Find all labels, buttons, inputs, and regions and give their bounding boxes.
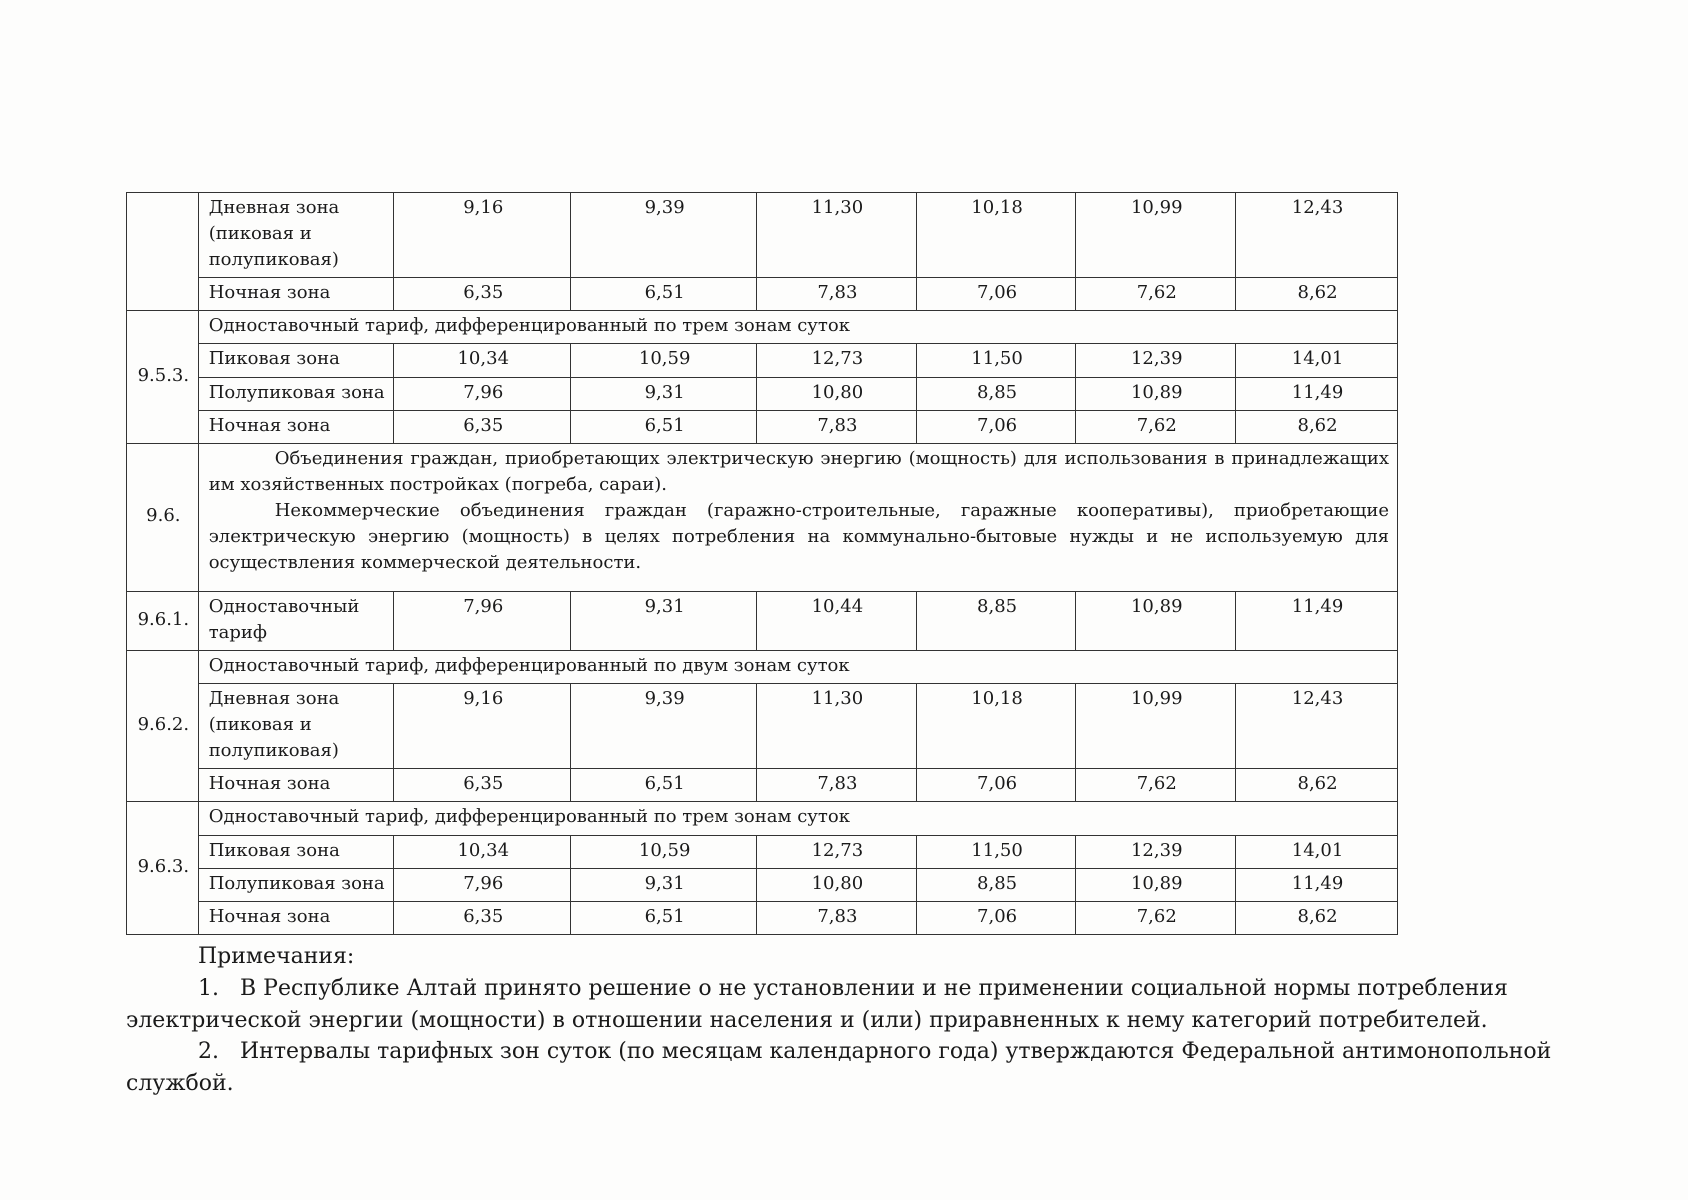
table-row xyxy=(127,377,1398,410)
row-number-cell: 9.6.2. xyxy=(127,650,199,801)
category-description xyxy=(198,443,1397,591)
row-number-cell: 9.6. xyxy=(127,443,199,591)
zone-label: Дневная зона (пиковая и полупиковая) xyxy=(198,684,394,769)
tariff-value: 6,51 xyxy=(571,769,757,802)
table-row xyxy=(127,769,1398,802)
row-number-cell: 9.5.3. xyxy=(127,311,199,443)
tariff-value: 9,31 xyxy=(571,591,757,650)
tariff-value: 10,34 xyxy=(394,344,571,377)
table-row xyxy=(127,901,1398,934)
tariff-value: 10,59 xyxy=(571,344,757,377)
tariff-value: 11,49 xyxy=(1236,868,1398,901)
tariff-value: 12,73 xyxy=(757,344,917,377)
table-row xyxy=(127,344,1398,377)
tariff-value: 6,35 xyxy=(394,769,571,802)
tariff-value: 6,35 xyxy=(394,278,571,311)
tariff-value: 8,62 xyxy=(1236,410,1398,443)
tariff-value: 10,89 xyxy=(1076,591,1236,650)
note-text: В Республике Алтай принято решение о не установлении и не применении социальной нормы потребления электрической энергии (мощности) в отношении населения и (или) приравненных к нему категорий потребителей. xyxy=(126,975,1508,1033)
tariff-value: 8,85 xyxy=(916,868,1076,901)
tariff-value: 10,99 xyxy=(1076,193,1236,278)
table-row xyxy=(127,802,1398,835)
tariff-value: 6,51 xyxy=(571,410,757,443)
table-row xyxy=(127,311,1398,344)
tariff-value: 10,99 xyxy=(1076,684,1236,769)
tariff-value: 9,39 xyxy=(571,684,757,769)
tariff-value: 6,35 xyxy=(394,410,571,443)
tariff-value: 10,18 xyxy=(916,193,1076,278)
table-row xyxy=(127,278,1398,311)
tariff-value: 7,62 xyxy=(1076,278,1236,311)
tariff-type-header: Одноставочный тариф, дифференцированный по двум зонам суток xyxy=(198,650,1397,683)
tariff-value: 8,85 xyxy=(916,377,1076,410)
tariff-value: 10,59 xyxy=(571,835,757,868)
zone-label: Полупиковая зона xyxy=(198,868,394,901)
tariff-value: 7,83 xyxy=(757,410,917,443)
tariff-value: 12,73 xyxy=(757,835,917,868)
tariff-value: 9,31 xyxy=(571,868,757,901)
tariff-value: 6,51 xyxy=(571,901,757,934)
note-text: Интервалы тарифных зон суток (по месяцам календарного года) утверждаются Федеральной антимонопольной службой. xyxy=(126,1039,1552,1097)
tariff-value: 7,06 xyxy=(916,410,1076,443)
tariff-type-header: Одноставочный тариф, дифференцированный по трем зонам суток xyxy=(198,802,1397,835)
tariff-value: 10,80 xyxy=(757,377,917,410)
tariff-value: 14,01 xyxy=(1236,344,1398,377)
tariff-value: 7,96 xyxy=(394,868,571,901)
tariff-value: 11,49 xyxy=(1236,377,1398,410)
tariff-value: 8,62 xyxy=(1236,278,1398,311)
tariff-value: 10,18 xyxy=(916,684,1076,769)
zone-label: Ночная зона xyxy=(198,901,394,934)
note-number: 1. xyxy=(198,975,219,1001)
table-row xyxy=(127,193,1398,278)
note-item xyxy=(126,973,1588,1037)
tariff-value: 11,49 xyxy=(1236,591,1398,650)
zone-label: Пиковая зона xyxy=(198,835,394,868)
tariff-value: 7,06 xyxy=(916,769,1076,802)
tariff-value: 11,30 xyxy=(757,684,917,769)
table-row xyxy=(127,835,1398,868)
tariff-value: 7,83 xyxy=(757,901,917,934)
tariff-value: 12,43 xyxy=(1236,193,1398,278)
tariff-value: 9,31 xyxy=(571,377,757,410)
row-number-cell xyxy=(127,193,199,311)
row-number-cell: 9.6.1. xyxy=(127,591,199,650)
zone-label: Одноставочный тариф xyxy=(198,591,394,650)
category-paragraph: Некоммерческие объединения граждан (гаражно-строительные, гаражные кооперативы), приобретающие электрическую энергию (мощность) в целях потребления на коммунально-бытовые нужды и не используемую для осуществления коммерческой деятельности. xyxy=(208,499,1389,574)
zone-label: Ночная зона xyxy=(198,769,394,802)
note-item xyxy=(126,1036,1588,1100)
tariff-value: 11,50 xyxy=(916,835,1076,868)
tariff-value: 7,62 xyxy=(1076,769,1236,802)
tariff-value: 11,50 xyxy=(916,344,1076,377)
tariff-value: 7,62 xyxy=(1076,901,1236,934)
tariff-value: 12,39 xyxy=(1076,344,1236,377)
tariff-value: 11,30 xyxy=(757,193,917,278)
tariff-value: 10,89 xyxy=(1076,868,1236,901)
table-row xyxy=(127,443,1398,591)
row-number-cell: 9.6.3. xyxy=(127,802,199,934)
tariff-value: 6,51 xyxy=(571,278,757,311)
tariff-value: 7,96 xyxy=(394,377,571,410)
notes-title: Примечания: xyxy=(198,943,355,969)
note-number: 2. xyxy=(198,1039,219,1065)
table-row xyxy=(127,868,1398,901)
notes-section xyxy=(126,941,1588,1100)
tariff-type-header: Одноставочный тариф, дифференцированный по трем зонам суток xyxy=(198,311,1397,344)
tariff-value: 9,16 xyxy=(394,684,571,769)
tariff-value: 9,39 xyxy=(571,193,757,278)
tariff-value: 7,96 xyxy=(394,591,571,650)
tariff-value: 8,85 xyxy=(916,591,1076,650)
tariff-value: 6,35 xyxy=(394,901,571,934)
tariff-value: 9,16 xyxy=(394,193,571,278)
document-page xyxy=(126,192,1586,1100)
zone-label: Полупиковая зона xyxy=(198,377,394,410)
tariff-value: 8,62 xyxy=(1236,901,1398,934)
tariff-value: 7,06 xyxy=(916,901,1076,934)
table-row xyxy=(127,684,1398,769)
tariff-value: 7,83 xyxy=(757,769,917,802)
tariff-value: 10,89 xyxy=(1076,377,1236,410)
table-row xyxy=(127,591,1398,650)
tariff-value: 7,06 xyxy=(916,278,1076,311)
zone-label: Дневная зона (пиковая и полупиковая) xyxy=(198,193,394,278)
tariff-value: 14,01 xyxy=(1236,835,1398,868)
tariff-table xyxy=(126,192,1398,935)
category-paragraph: Объединения граждан, приобретающих электрическую энергию (мощность) для использования в принадлежащих им хозяйственных постройках (погреба, сараи). xyxy=(208,447,1389,495)
zone-label: Пиковая зона xyxy=(198,344,394,377)
tariff-value: 12,43 xyxy=(1236,684,1398,769)
zone-label: Ночная зона xyxy=(198,278,394,311)
tariff-value: 8,62 xyxy=(1236,769,1398,802)
tariff-value: 10,44 xyxy=(757,591,917,650)
tariff-value: 10,34 xyxy=(394,835,571,868)
tariff-value: 10,80 xyxy=(757,868,917,901)
table-row xyxy=(127,650,1398,683)
tariff-value: 7,62 xyxy=(1076,410,1236,443)
table-row xyxy=(127,410,1398,443)
zone-label: Ночная зона xyxy=(198,410,394,443)
tariff-value: 12,39 xyxy=(1076,835,1236,868)
tariff-value: 7,83 xyxy=(757,278,917,311)
